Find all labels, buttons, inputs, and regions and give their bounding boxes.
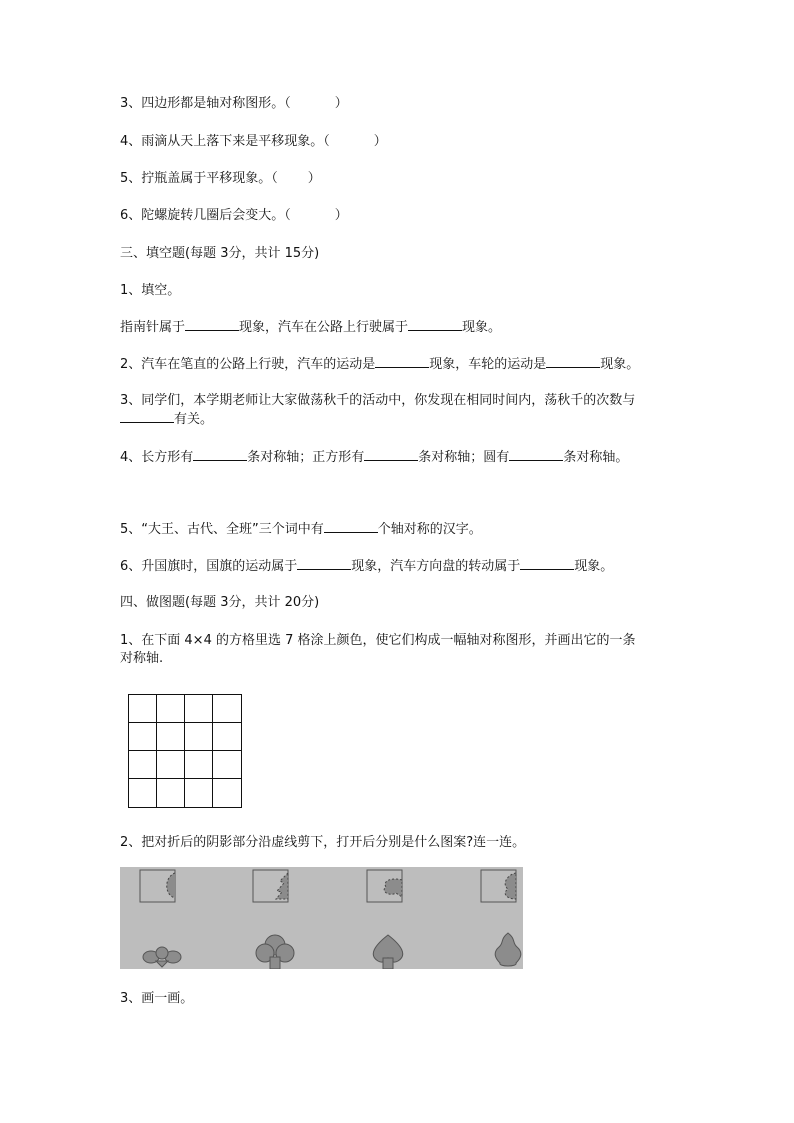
judge-item-3-close: ） <box>334 96 348 111</box>
fill-q2-text-b: 现象，车轮的运动是 <box>429 357 547 372</box>
fill-q4-text-d: 条对称轴。 <box>563 450 629 465</box>
fill-q1-body <box>120 318 501 337</box>
grid-cell[interactable] <box>157 695 185 723</box>
grid-cell[interactable] <box>129 695 157 723</box>
grid-cell[interactable] <box>185 723 213 751</box>
pattern-bowtie[interactable] <box>143 947 181 967</box>
fold-cut-matching-panel <box>120 867 523 969</box>
judge-item-4-text: 4、雨滴从天上落下来是平移现象。（ <box>120 134 330 149</box>
pattern-pine-tree[interactable] <box>495 933 521 966</box>
judge-item-4 <box>120 133 387 151</box>
fill-q6-text-a: 6、升国旗时，国旗的运动属于 <box>120 559 298 574</box>
fill-q4 <box>120 448 628 467</box>
fill-q3-line1: 3、同学们，本学期老师让大家做荡秋千的活动中，你发现在相同时间内，荡秋千的次数与 <box>120 393 636 408</box>
fill-q2 <box>120 355 639 374</box>
folded-paper-1[interactable] <box>140 870 175 902</box>
judge-item-5 <box>120 170 321 188</box>
fill-q2-text-c: 现象。 <box>600 357 640 372</box>
answer-blank[interactable] <box>520 557 574 570</box>
section-heading-fill: 三、填空题(每题 3分，共计 15分) <box>120 246 320 261</box>
folded-paper-2[interactable] <box>253 870 288 902</box>
grid-cell[interactable] <box>213 695 241 723</box>
fill-q2-text-a: 2、汽车在笔直的公路上行驶，汽车的运动是 <box>120 357 376 372</box>
judge-item-3 <box>120 95 348 113</box>
judge-item-6-text: 6、陀螺旋转几圈后会变大。（ <box>120 208 291 223</box>
answer-blank[interactable] <box>408 318 462 331</box>
answer-blank[interactable] <box>120 410 174 423</box>
draw-q2: 2、把对折后的阴影部分沿虚线剪下，打开后分别是什么图案?连一连。 <box>120 835 526 850</box>
judge-item-5-text: 5、拧瓶盖属于平移现象。（ <box>120 171 278 186</box>
fill-q5-text-b: 个轴对称的汉字。 <box>377 522 482 537</box>
grid-cell[interactable] <box>185 695 213 723</box>
judge-item-6-close: ） <box>334 208 348 223</box>
answer-blank[interactable] <box>546 355 600 368</box>
draw-q1-line1: 1、在下面 4×4 的方格里选 7 格涂上颜色，使它们构成一幅轴对称图形，并画出它的一条 <box>120 633 636 648</box>
grid-cell[interactable] <box>213 751 241 779</box>
judge-item-5-close: ） <box>307 171 321 186</box>
grid-cell[interactable] <box>129 751 157 779</box>
fill-q5-text-a: 5、“大王、古代、全班”三个词中有 <box>120 522 324 537</box>
fold-cut-illustration <box>120 867 523 969</box>
folded-paper-3[interactable] <box>367 870 402 902</box>
square-grid-4x4[interactable] <box>128 694 242 808</box>
fill-q1-text-c: 现象。 <box>462 320 502 335</box>
grid-cell[interactable] <box>157 723 185 751</box>
fill-q4-text-a: 4、长方形有 <box>120 450 194 465</box>
grid-cell[interactable] <box>157 751 185 779</box>
fill-q4-text-b: 条对称轴；正方形有 <box>247 450 365 465</box>
grid-cell[interactable] <box>213 723 241 751</box>
fill-q3-text-b: 有关。 <box>174 412 214 427</box>
judge-item-4-close: ） <box>373 134 387 149</box>
fill-q1-title: 1、填空。 <box>120 283 181 298</box>
grid-cell[interactable] <box>213 779 241 807</box>
fill-q4-text-c: 条对称轴；圆有 <box>418 450 510 465</box>
judge-item-3-text: 3、四边形都是轴对称图形。（ <box>120 96 291 111</box>
fill-q1-text-b: 现象，汽车在公路上行驶属于 <box>239 320 409 335</box>
answer-blank[interactable] <box>375 355 429 368</box>
grid-cell[interactable] <box>185 751 213 779</box>
section-heading-draw: 四、做图题(每题 3分，共计 20分) <box>120 595 320 610</box>
fill-q1-text-a: 指南针属于 <box>120 320 186 335</box>
fill-q6 <box>120 557 613 576</box>
answer-blank[interactable] <box>193 448 247 461</box>
pattern-cloud-tree[interactable] <box>256 935 294 969</box>
judge-item-6 <box>120 207 348 225</box>
answer-blank[interactable] <box>509 448 563 461</box>
pattern-spade[interactable] <box>373 935 402 969</box>
answer-blank[interactable] <box>185 318 239 331</box>
draw-q1-line2: 对称轴. <box>120 651 164 666</box>
answer-blank[interactable] <box>324 520 378 533</box>
draw-q3: 3、画一画。 <box>120 991 194 1006</box>
grid-cell[interactable] <box>129 779 157 807</box>
grid-cell[interactable] <box>157 779 185 807</box>
fill-q6-text-b: 现象，汽车方向盘的转动属于 <box>351 559 521 574</box>
fill-q3-line2 <box>120 410 213 429</box>
fill-q6-text-c: 现象。 <box>574 559 614 574</box>
folded-paper-4[interactable] <box>481 870 516 902</box>
answer-blank[interactable] <box>364 448 418 461</box>
grid-cell[interactable] <box>129 723 157 751</box>
fill-q5 <box>120 520 482 539</box>
grid-cell[interactable] <box>185 779 213 807</box>
answer-blank[interactable] <box>297 557 351 570</box>
